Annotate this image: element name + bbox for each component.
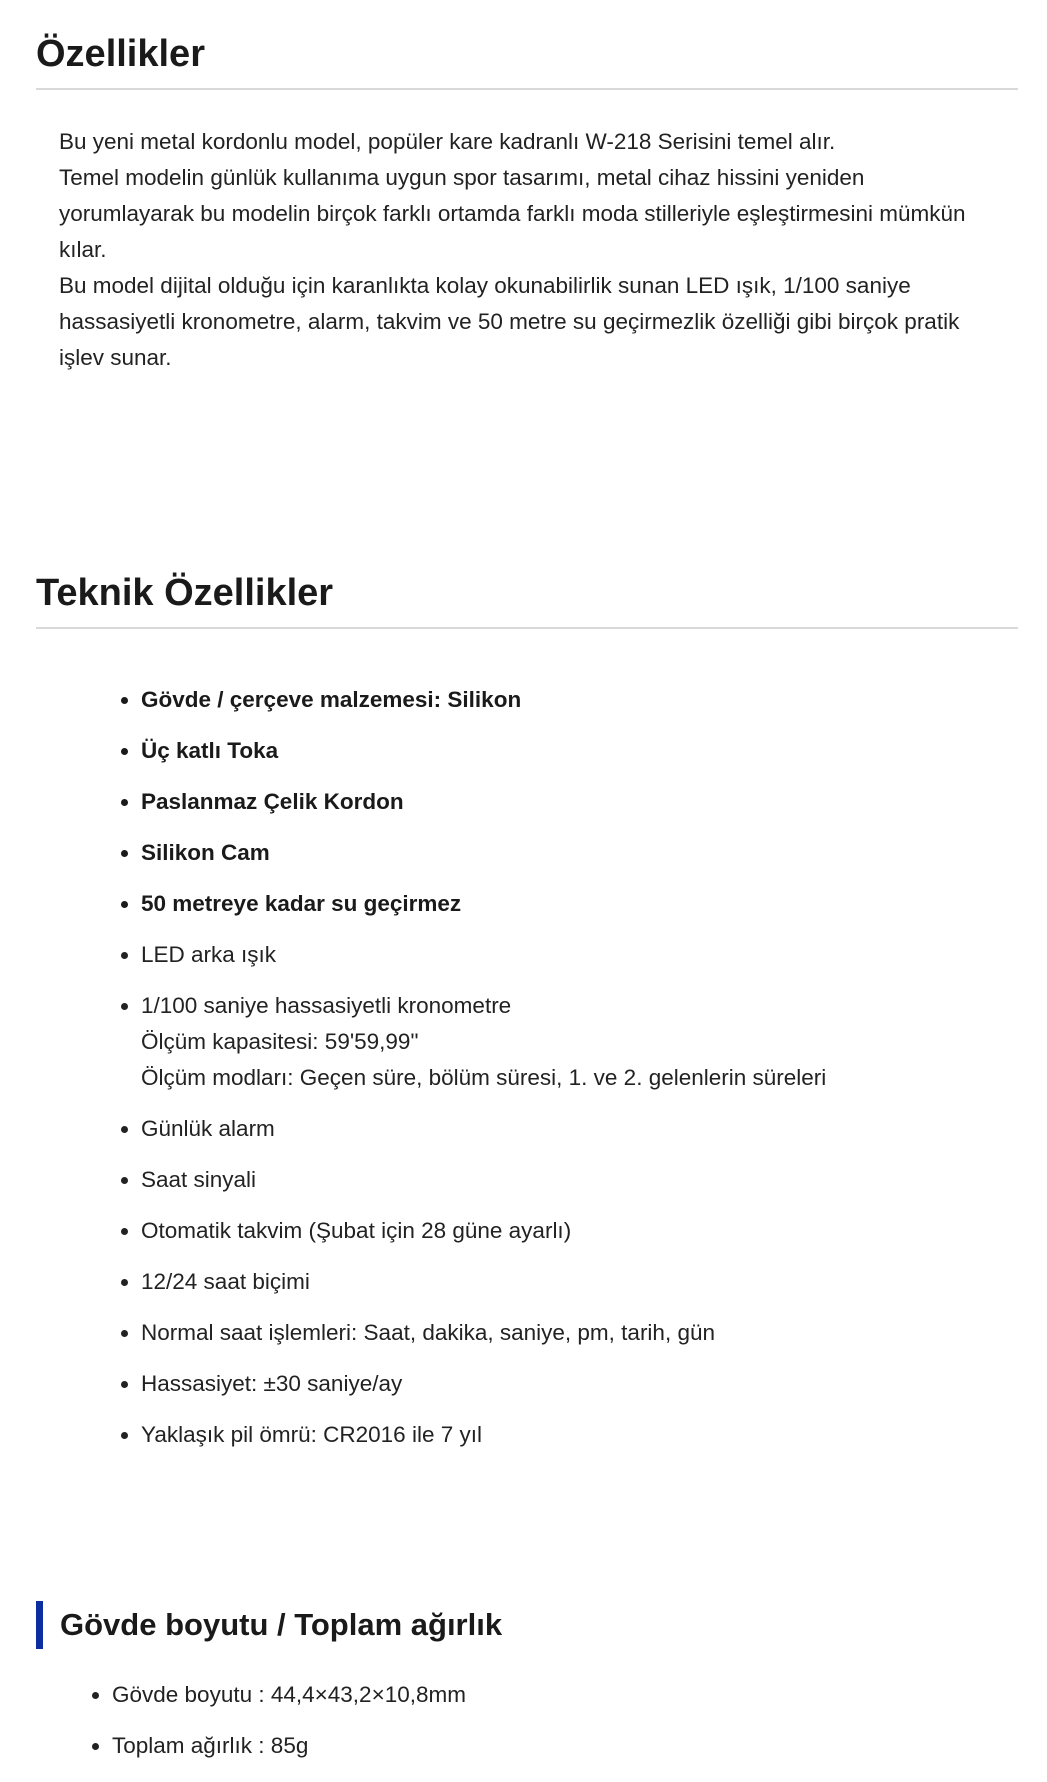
spec-item: • Silikon Cam	[141, 835, 1041, 871]
spec-item: • Günlük alarm	[141, 1111, 1041, 1147]
spec-item: • Normal saat işlemleri: Saat, dakika, saniye, pm, tarih, gün	[141, 1315, 1041, 1351]
spec-subline: Ölçüm kapasitesi: 59'59,99"	[141, 1029, 419, 1054]
spec-item: • 12/24 saat biçimi	[141, 1264, 1041, 1300]
technical-specs-list	[112, 682, 1041, 1468]
spec-item: • LED arka ışık	[141, 937, 1041, 973]
spec-item: • 50 metreye kadar su geçirmez	[141, 886, 1041, 922]
weight-item: • Toplam ağırlık : 85g	[112, 1728, 1012, 1764]
spec-item-text: • 1/100 saniye hassasiyetli kronometre	[141, 993, 512, 1018]
spec-item-stopwatch	[141, 988, 1041, 1096]
size-item: • Gövde boyutu : 44,4×43,2×10,8mm	[112, 1677, 1012, 1713]
spec-item: • Hassasiyet: ±30 saniye/ay	[141, 1366, 1041, 1402]
spec-item: • Otomatik takvim (Şubat için 28 güne ayarlı)	[141, 1213, 1041, 1249]
features-heading: Özellikler	[36, 32, 1018, 90]
size-weight-list	[83, 1677, 1012, 1779]
spec-item: • Paslanmaz Çelik Kordon	[141, 784, 1041, 820]
spec-item: • Yaklaşık pil ömrü: CR2016 ile 7 yıl	[141, 1417, 1041, 1453]
technical-specs-heading: Teknik Özellikler	[36, 571, 1018, 629]
size-weight-heading: Gövde boyutu / Toplam ağırlık	[36, 1601, 960, 1649]
features-paragraph: Bu model dijital olduğu için karanlıkta kolay okunabilirlik sunan LED ışık, 1/100 saniye hassasiyetli kronometre, alarm, takvim ve 50 metre su geçirmezlik özelliği gibi birçok pratik işlev sunar.	[59, 273, 960, 370]
features-paragraph: Temel modelin günlük kullanıma uygun spor tasarımı, metal cihaz hissini yeniden yorumlayarak bu modelin birçok farklı ortamda farklı moda stilleriyle eşleştirmesini mümkün kılar.	[59, 165, 966, 262]
features-description	[59, 124, 999, 376]
spec-item: • Saat sinyali	[141, 1162, 1041, 1198]
spec-item: • Üç katlı Toka	[141, 733, 1041, 769]
spec-subline: Ölçüm modları: Geçen süre, bölüm süresi, 1. ve 2. gelenlerin süreleri	[141, 1065, 827, 1090]
features-paragraph: Bu yeni metal kordonlu model, popüler kare kadranlı W-218 Serisini temel alır.	[59, 129, 836, 154]
spec-item: • Gövde / çerçeve malzemesi: Silikon	[141, 682, 1041, 718]
